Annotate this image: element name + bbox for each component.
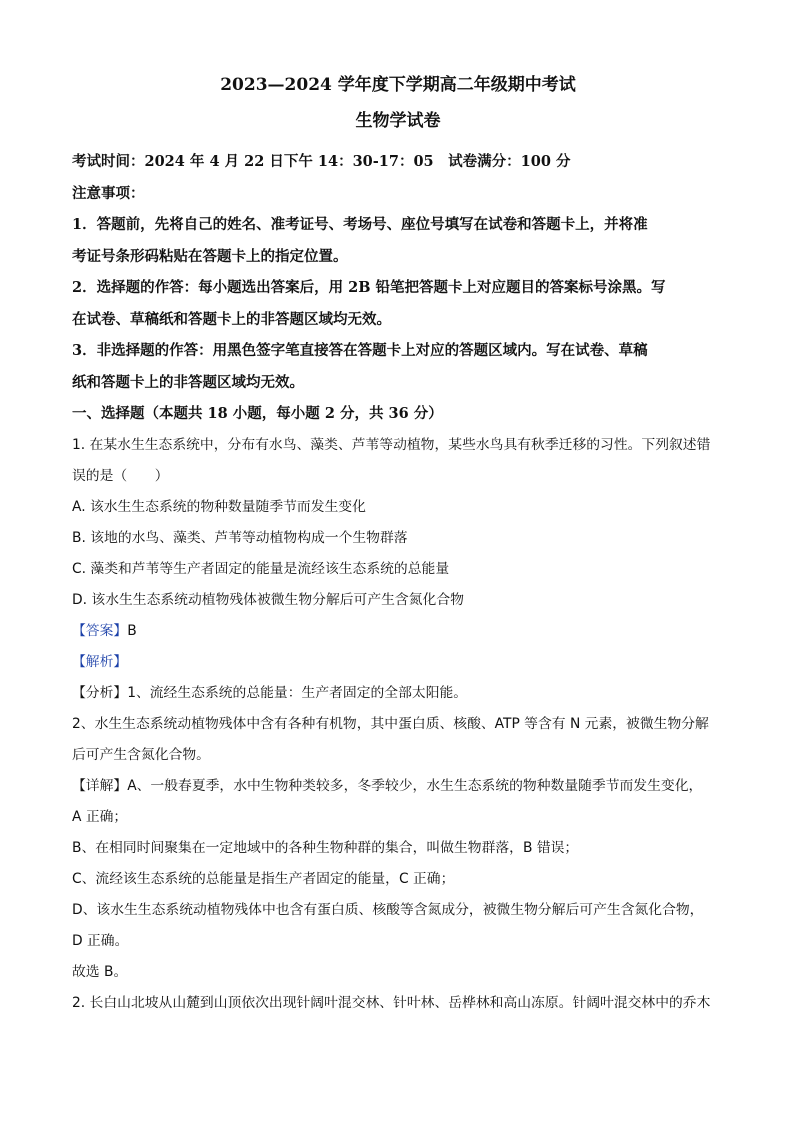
analysis-line: [72, 647, 724, 678]
xiangjie-text: D、该水生生态系统动植物残体中也含有蛋白质、核酸等含氮成分，被微生物分解后可产生含氮化合物，: [72, 901, 704, 918]
fenxi-text: 后可产生含氮化合物。: [72, 746, 210, 763]
xiangjie-line: [72, 771, 724, 802]
xiangjie-text: A 正确；: [72, 808, 128, 825]
analysis-tag: 【解析】: [72, 653, 128, 670]
xiangjie-text: C、流经该生态系统的总能量是指生产者固定的能量，C 正确；: [72, 870, 455, 887]
question-stem: 1. 在某水生生态系统中，分布有水鸟、藻类、芦苇等动植物，某些水鸟具有秋季迁移的习性。下列叙述错: [72, 436, 711, 453]
fenxi-text: 2、水生生态系统动植物残体中含有各种有机物，其中蛋白质、核酸、ATP 等含有 N 元素，被微生物分解: [72, 715, 709, 732]
option-d: D. 该水生生态系统动植物残体被微生物分解后可产生含氮化合物: [72, 591, 464, 608]
fenxi-tag: 【分析】: [72, 684, 128, 701]
xiangjie-text: A、一般春夏季，水中生物种类较多，冬季较少，水生生态系统的物种数量随季节而发生变化，: [127, 777, 703, 794]
fenxi-line: [72, 678, 724, 709]
fenxi-text: 1、流经生态系统的总能量：生产者固定的全部太阳能。: [127, 684, 468, 701]
question-stem: 2. 长白山北坡从山麓到山顶依次出现针阔叶混交林、针叶林、岳桦林和高山冻原。针阔叶混交林中的乔木: [72, 994, 711, 1011]
note-line: 1．答题前，先将自己的姓名、准考证号、考场号、座位号填写在试卷和答题卡上，并将准: [72, 216, 648, 233]
conclusion: 故选 B。: [72, 963, 128, 980]
question-stem: 误的是（ ）: [72, 467, 169, 484]
xiangjie-text: B、在相同时间聚集在一定地域中的各种生物种群的集合，叫做生物群落，B 错误；: [72, 839, 579, 856]
exam-title: 2023—2024 学年度下学期高二年级期中考试: [220, 75, 576, 95]
note-line: 考证号条形码粘贴在答题卡上的指定位置。: [72, 247, 348, 265]
answer-tag: 【答案】: [72, 622, 128, 639]
note-line: 3．非选择题的作答：用黑色签字笔直接答在答题卡上对应的答题区域内。写在试卷、草稿: [72, 342, 648, 359]
answer-line: [72, 616, 724, 647]
exam-subtitle: 生物学试卷: [355, 111, 441, 131]
xiangjie-tag: 【详解】: [72, 777, 128, 794]
notes-heading: 注意事项：: [72, 184, 145, 202]
option-b: B. 该地的水鸟、藻类、芦苇等动植物构成一个生物群落: [72, 529, 408, 546]
option-c: C. 藻类和芦苇等生产者固定的能量是流经该生态系统的总能量: [72, 560, 450, 577]
note-line: 2．选择题的作答：每小题选出答案后，用 2B 铅笔把答题卡上对应题目的答案标号涂黑。写: [72, 279, 666, 296]
xiangjie-text: D 正确。: [72, 932, 129, 949]
option-a: A. 该水生生态系统的物种数量随季节而发生变化: [72, 498, 366, 515]
note-line: 纸和答题卡上的非答题区域均无效。: [72, 373, 304, 391]
section-heading: 一、选择题（本题共 18 小题，每小题 2 分，共 36 分）: [72, 405, 443, 422]
answer-value: B: [127, 622, 137, 639]
note-line: 在试卷、草稿纸和答题卡上的非答题区域均无效。: [72, 310, 391, 328]
exam-page: [72, 74, 724, 1019]
exam-info: 考试时间：2024 年 4 月 22 日下午 14：30-17：05 试卷满分：100 分: [72, 153, 571, 170]
